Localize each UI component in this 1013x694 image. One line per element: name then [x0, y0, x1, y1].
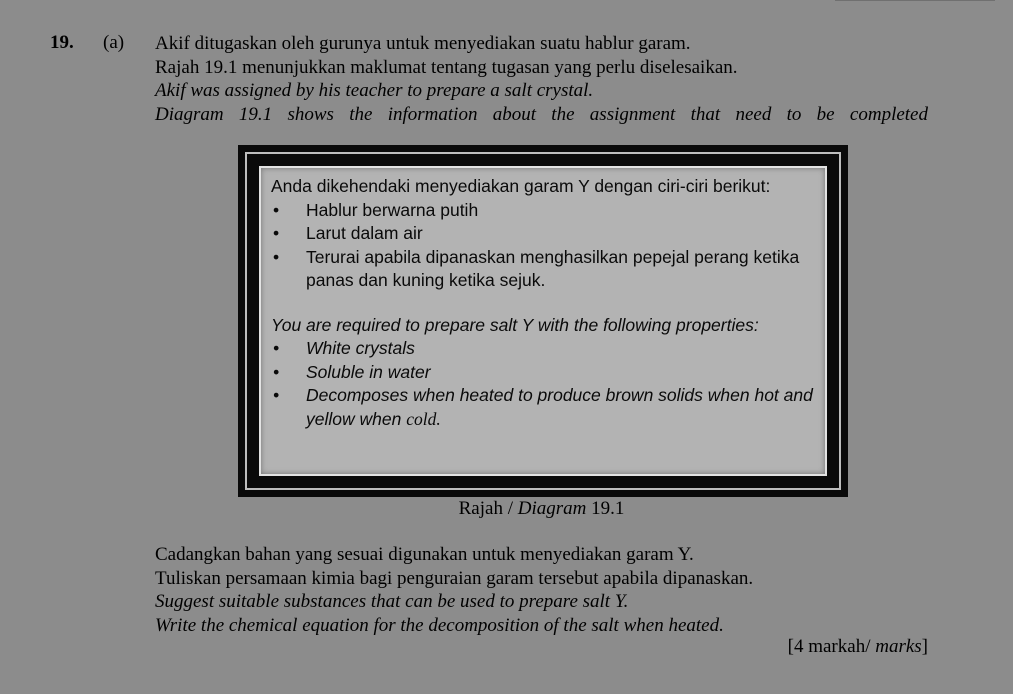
list-item: • White crystals: [271, 337, 816, 361]
prompt-malay-line-2: Tuliskan persamaan kimia bagi penguraian garam tersebut apabila dipanaskan.: [155, 567, 754, 589]
english-properties-list: [271, 337, 816, 431]
malay-instruction: Anda dikehendaki menyediakan garam Y dengan ciri-ciri berikut:: [271, 176, 771, 196]
prompt-malay-line-1: Cadangkan bahan yang sesuai digunakan untuk menyediakan garam Y.: [155, 544, 694, 565]
bullet-icon: •: [273, 199, 280, 220]
prompt-english-line-2: Write the chemical equation for the decomposition of the salt when heated.: [155, 614, 724, 636]
list-item: • Decomposes when heated to produce brown solids when hot and yellow when cold.: [273, 385, 813, 429]
intro-malay-line-1: Akif ditugaskan oleh gurunya untuk menyediakan suatu hablur garam.: [155, 33, 691, 54]
scan-edge-mark: [835, 0, 995, 3]
list-item: • Soluble in water: [271, 361, 816, 385]
intro-english-line-2: Diagram 19.1 shows the information about the assignment that need to be completed: [155, 103, 928, 125]
question-intro: [155, 32, 928, 126]
bullet-icon: •: [273, 246, 280, 267]
intro-english-line-1: Akif was assigned by his teacher to prepare a salt crystal.: [155, 80, 594, 101]
list-item: • Terurai apabila dipanaskan menghasilkan pepejal perang ketika panas dan kuning ketika sejuk.: [273, 246, 800, 290]
bullet-icon: •: [273, 385, 280, 405]
marks-label: [4 markah/ marks]: [787, 636, 928, 657]
diagram-caption: Rajah / Diagram 19.1: [458, 498, 625, 519]
bullet-icon: •: [273, 361, 280, 382]
diagram-content: [271, 175, 816, 431]
intro-malay-line-2: Rajah 19.1 menunjukkan maklumat tentang tugasan yang perlu diselesaikan.: [155, 56, 738, 78]
diagram-box: [238, 145, 848, 497]
english-instruction: You are required to prepare salt Y with the following properties:: [271, 314, 759, 335]
list-item: • Larut dalam air: [271, 222, 816, 246]
question-number: 19.: [50, 32, 74, 53]
question-prompt: [155, 543, 753, 637]
malay-properties-list: [271, 199, 816, 293]
bullet-icon: •: [273, 338, 280, 358]
prompt-english-line-1: Suggest suitable substances that can be used to prepare salt Y.: [155, 591, 629, 612]
bullet-icon: •: [273, 223, 280, 243]
question-part: (a): [103, 32, 125, 53]
list-item: • Hablur berwarna putih: [271, 199, 816, 223]
